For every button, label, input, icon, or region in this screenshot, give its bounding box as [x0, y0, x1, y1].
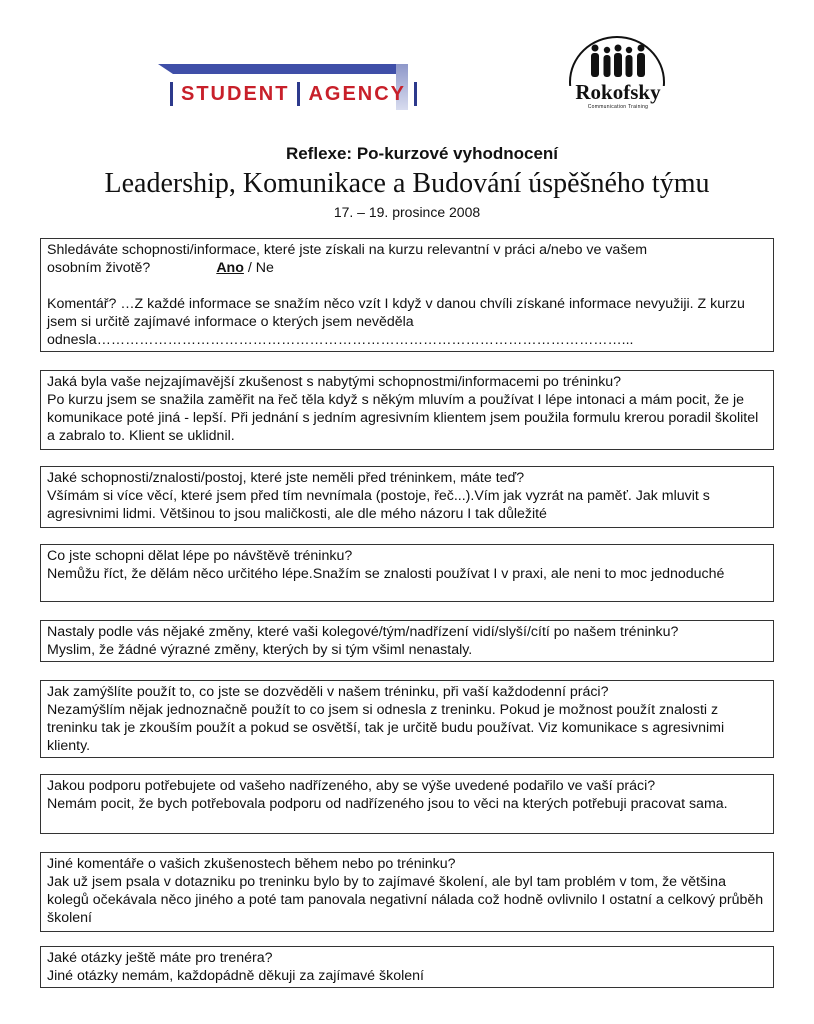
- question-box-relevance: [40, 238, 774, 352]
- logo-separator: [297, 82, 300, 106]
- answer-text: Jak už jsem psala v dotazniku po treninku bylo by to zajímavé školení, ale byl tam problém v tom, že většina kolegů očekávala něco jiného a poté tam panovala negativní nálada což hodně ovlivnilo I ostatní a celkový průběh školení: [47, 874, 764, 926]
- question-text-line2: osobním životě?: [47, 260, 151, 276]
- answer-text: Jiné otázky nemám, každopádně děkuji za zajímavé školení: [47, 968, 424, 984]
- answer-text: Myslim, že žádné výrazné změny, kterých by si tým všiml nenastaly.: [47, 642, 473, 658]
- answer-text: Nezamýšlím nějak jednoznačně použít to co jsem si odnesla z treninku. Pokud je možnost použít znalosti z treninku tak je zkouším použít a pokud se osvětší, tak je určitě budu používat. Viz komunikace s agresivnimi klienty.: [47, 702, 725, 754]
- comment-text: Komentář? …Z každé informace se snažím něco vzít I když v danou chvíli získané informace nevyužiji. Z kurzu jsem si určitě zajímavé informace o kterých jsem nevěděla odnesla…………………………………………………………………………………………………...: [47, 296, 745, 348]
- question-box-trainer-questions: [40, 946, 774, 988]
- people-figures-icon: [586, 42, 650, 78]
- question-text: Jaké schopnosti/znalosti/postoj, které jste neměli před tréninkem, máte teď?: [47, 470, 525, 486]
- question-text: Jiné komentáře o vašich zkušenostech během nebo po tréninku?: [47, 856, 456, 872]
- student-agency-logo: [158, 64, 408, 110]
- question-box-daily-use: [40, 680, 774, 758]
- logo-tagline: Communication Training: [587, 104, 649, 110]
- course-dates: 17. – 19. prosince 2008: [333, 204, 481, 220]
- rokofsky-logo: [566, 36, 670, 116]
- logo-wordmark: [162, 79, 425, 109]
- question-text: Jaká byla vaše nejzajímavější zkušenost s nabytými schopnostmi/informacemi po tréninku?: [47, 374, 622, 390]
- question-text: Jaké otázky ještě máte pro trenéra?: [47, 950, 273, 966]
- question-text: Jak zamýšlíte použít to, co jste se dozvěděli v našem tréninku, při vaší každodenní práci?: [47, 684, 609, 700]
- answer-yes-selected: Ano: [216, 260, 244, 276]
- logo-word-student: STUDENT: [181, 82, 290, 105]
- question-box-do-better: [40, 544, 774, 602]
- answer-no-option: / Ne: [243, 260, 274, 276]
- document-subtitle: Reflexe: Po-kurzové vyhodnocení: [285, 144, 559, 163]
- logo-bar: [158, 64, 408, 74]
- answer-text: Po kurzu jsem se snažila zaměřit na řeč těla když s někým mluvím a používat I lépe intonaci a mám pocit, že je komunikace poté jiná - lepší. Při jednání s jedním agresivním klientem jsem použila formulu krerou poradil školitel a zabralo to. Klient se uklidnil.: [47, 392, 759, 444]
- question-text-cont: [47, 259, 767, 277]
- question-box-experience: [40, 370, 774, 450]
- question-text: Shledáváte schopnosti/informace, které jste získali na kurzu relevantní v práci a/nebo ve vašem: [47, 242, 648, 258]
- logo-separator: [170, 82, 173, 106]
- answer-choice: [216, 259, 274, 277]
- answer-text: Všímám si více věcí, které jsem před tím nevnímala (postoje, řeč...).Vím jak vyzrát na paměť. Jak mluvit s agresivnimi lidmi. Většinou to jsou maličkosti, ale dle mého názoru I tak důležité: [47, 488, 710, 522]
- logo-separator: [414, 82, 417, 106]
- question-box-other-comments: [40, 852, 774, 932]
- question-text: Nastaly podle vás nějaké změny, které vaši kolegové/tým/nadřízení vidí/slyší/cítí po našem tréninku?: [47, 624, 679, 640]
- spacer: [47, 277, 767, 295]
- logo-name: Rokofsky: [575, 80, 661, 104]
- question-text: Co jste schopni dělat lépe po návštěvě tréninku?: [47, 548, 353, 564]
- question-text: Jakou podporu potřebujete od vašeho nadřízeného, aby se výše uvedené podařilo ve vaší práci?: [47, 778, 656, 794]
- document-title: Leadership, Komunikace a Budování úspěšného týmu: [104, 168, 710, 199]
- answer-text: Nemám pocit, že bych potřebovala podporu od nadřízeného jsou to věci na kterých potřebuji pracovat sama.: [47, 796, 728, 812]
- question-box-support: [40, 774, 774, 834]
- question-box-new-skills: [40, 466, 774, 528]
- answer-text: Nemůžu říct, že dělám něco určitého lépe.Snažím se znalosti používat I v praxi, ale neni to moc jednoduché: [47, 566, 725, 582]
- question-box-changes: [40, 620, 774, 662]
- logo-word-agency: AGENCY: [308, 82, 407, 105]
